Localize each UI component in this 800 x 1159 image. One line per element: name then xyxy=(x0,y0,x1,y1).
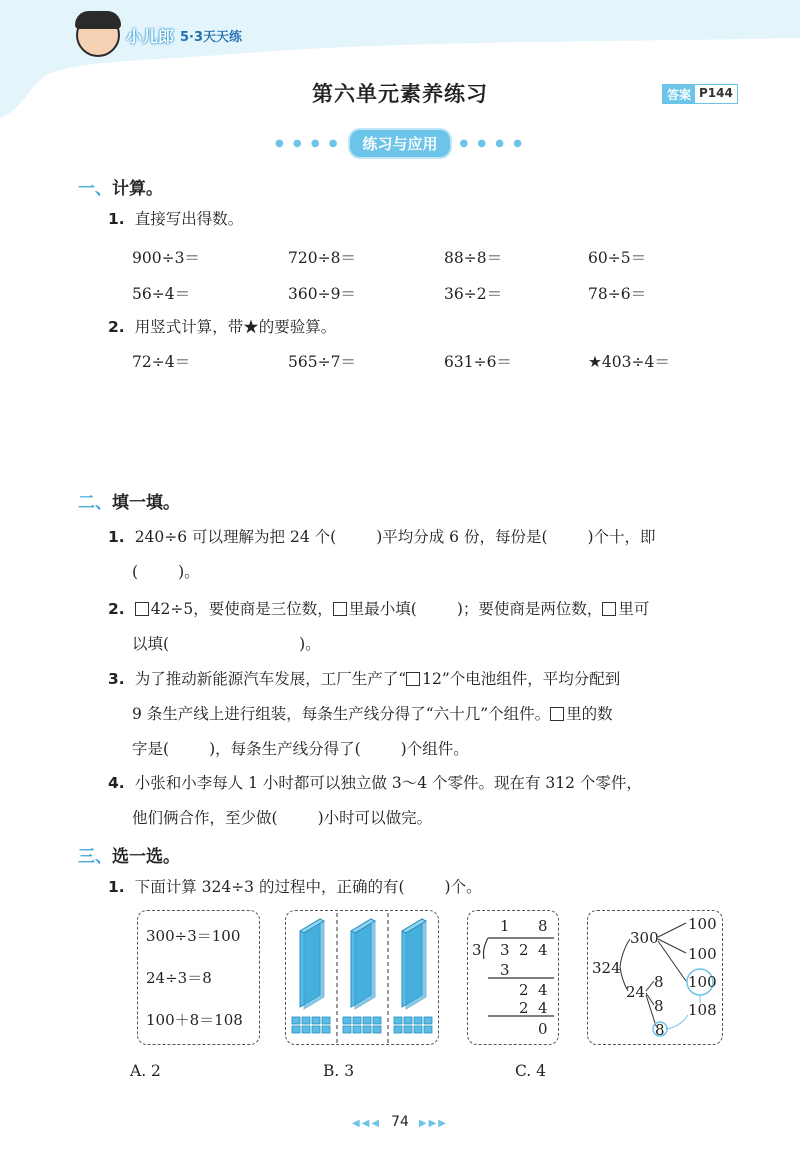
page-number: 74 xyxy=(391,1114,409,1130)
question-text: ( xyxy=(132,563,139,581)
figure-long-division xyxy=(467,910,559,1045)
oral-item: 78÷6＝ xyxy=(588,285,647,303)
oral-item: 88÷8＝ xyxy=(444,249,503,267)
question-text: 里可 xyxy=(618,600,650,618)
calc-item: 72÷4＝ xyxy=(132,353,191,371)
mascot-icon xyxy=(76,13,120,57)
unit-cube xyxy=(353,1026,361,1033)
part2-q2 xyxy=(108,592,649,662)
quotient-digit: 8 xyxy=(538,917,548,935)
hundred-block-icon xyxy=(351,919,375,1009)
blocks-drawing xyxy=(286,911,440,1046)
question-number: 3. xyxy=(108,670,125,688)
unit-cube xyxy=(312,1017,320,1024)
question-text: 下面计算 324÷3 的过程中，正确的有( xyxy=(134,878,405,896)
oral-item: 36÷2＝ xyxy=(444,285,503,303)
unit-cube xyxy=(343,1026,351,1033)
tree-node: 100 xyxy=(688,945,717,963)
unit-cube xyxy=(404,1017,412,1024)
unit-cube xyxy=(414,1026,422,1033)
unit-cube xyxy=(424,1026,432,1033)
oral-item: 56÷4＝ xyxy=(132,285,191,303)
blank-square-icon xyxy=(602,602,616,616)
question-text: )平均分成 6 份，每份是( xyxy=(376,528,548,546)
answer-label: 答案 xyxy=(663,85,695,103)
answer-page: P144 xyxy=(699,86,733,100)
equation-line: 100＋8＝108 xyxy=(146,1011,243,1029)
unit-cube xyxy=(404,1026,412,1033)
quotient-digit: 1 xyxy=(500,917,510,935)
option-a[interactable]: A. 2 xyxy=(130,1062,161,1080)
part1-q2 xyxy=(108,310,336,345)
part1-number: 一、 xyxy=(78,179,112,199)
option-c[interactable]: C. 4 xyxy=(515,1062,547,1080)
question-text: )。 xyxy=(299,635,321,653)
part3-number: 三、 xyxy=(78,847,112,867)
question-text: 他们俩合作，至少做( xyxy=(132,809,278,827)
question-number: 2. xyxy=(108,600,125,618)
unit-cube xyxy=(363,1017,371,1024)
part1-q1 xyxy=(108,202,243,237)
hundred-block-icon xyxy=(402,919,426,1009)
unit-cube xyxy=(373,1017,381,1024)
question-text: 直接写出得数。 xyxy=(134,210,244,228)
unit-cubes-icon xyxy=(292,1017,432,1033)
section-title: 练习与应用 xyxy=(348,128,451,159)
question-number: 1. xyxy=(108,210,125,228)
unit-cube xyxy=(322,1017,330,1024)
step-digit: 3 xyxy=(500,961,510,979)
question-text: )个。 xyxy=(444,878,482,896)
question-text: )个组件。 xyxy=(400,740,469,758)
tree-node: 8 xyxy=(654,997,664,1015)
page-title: 第六单元素养练习 xyxy=(312,82,488,106)
unit-cube xyxy=(424,1017,432,1024)
figure-equations xyxy=(137,910,260,1045)
question-number: 1. xyxy=(108,528,125,546)
arrows-left-icon: ◀◀◀ xyxy=(352,1118,382,1129)
question-text: 为了推动新能源汽车发展，工厂生产了“ xyxy=(134,670,407,688)
question-text: 42÷5，要使商是三位数， xyxy=(150,600,333,618)
blank-square-icon xyxy=(406,672,420,686)
dividend-digit: 3 xyxy=(500,941,510,959)
unit-cube xyxy=(394,1026,402,1033)
arrows-right-icon: ▶▶▶ xyxy=(418,1118,448,1129)
question-text: 用竖式计算，带★的要验算。 xyxy=(134,318,337,336)
equation-line: 300÷3＝100 xyxy=(146,927,241,945)
unit-cube xyxy=(302,1026,310,1033)
unit-cube xyxy=(394,1017,402,1024)
unit-cube xyxy=(302,1017,310,1024)
unit-cube xyxy=(343,1017,351,1024)
brand-logo xyxy=(76,12,242,58)
section-banner xyxy=(0,128,800,159)
tree-node: 300 xyxy=(630,929,659,947)
oral-item: 900÷3＝ xyxy=(132,249,200,267)
question-text: 以填( xyxy=(132,635,170,653)
step-digit: 2 xyxy=(519,999,529,1017)
tree-node: 100 xyxy=(688,915,717,933)
part2-title: 填一填。 xyxy=(112,493,180,513)
part1-title: 计算。 xyxy=(112,179,163,199)
series-name: 5·3天天练 xyxy=(180,29,243,45)
part3-heading xyxy=(78,842,180,867)
question-text: 小张和小李每人 1 小时都可以独立做 3～4 个零件。现在有 312 个零件， xyxy=(134,774,642,792)
question-text: 字是( xyxy=(132,740,170,758)
unit-cube xyxy=(322,1026,330,1033)
part3-title: 选一选。 xyxy=(112,847,180,867)
option-b[interactable]: B. 3 xyxy=(323,1062,355,1080)
hundred-block-icon xyxy=(300,919,324,1009)
remainder: 0 xyxy=(538,1020,548,1038)
tree-node: 8 xyxy=(655,1021,665,1039)
answer-reference xyxy=(662,84,738,104)
unit-cube xyxy=(373,1026,381,1033)
part2-q1 xyxy=(108,520,656,590)
dividend-digit: 4 xyxy=(538,941,548,959)
question-text: )；要使商是两位数， xyxy=(456,600,603,618)
brand-name: 小儿郎 xyxy=(126,26,175,46)
tree-node: 8 xyxy=(654,973,664,991)
part3-q1 xyxy=(108,870,482,905)
unit-cube xyxy=(292,1017,300,1024)
question-text: )个十，即 xyxy=(587,528,656,546)
part2-number: 二、 xyxy=(78,493,112,513)
figure-place-value-blocks xyxy=(285,910,439,1045)
unit-cube xyxy=(353,1017,361,1024)
step-digit: 2 xyxy=(519,981,529,999)
calc-item: 565÷7＝ xyxy=(288,353,356,371)
question-text: 240÷6 可以理解为把 24 个( xyxy=(134,528,337,546)
question-text: )。 xyxy=(178,563,200,581)
dots-right-icon: ● ● ● ● xyxy=(459,138,525,149)
question-text: 12”个电池组件，平均分配到 xyxy=(422,670,621,688)
oral-item: 60÷5＝ xyxy=(588,249,647,267)
step-digit: 4 xyxy=(538,981,548,999)
question-number: 1. xyxy=(108,878,125,896)
dividend-digit: 2 xyxy=(519,941,529,959)
part2-q4 xyxy=(108,766,642,836)
tree-root: 324 xyxy=(592,959,621,977)
question-number: 2. xyxy=(108,318,125,336)
oral-item: 720÷8＝ xyxy=(288,249,356,267)
calc-item: ★403÷4＝ xyxy=(588,353,670,371)
divisor: 3 xyxy=(472,941,482,959)
tree-node: 108 xyxy=(688,1001,717,1019)
calc-item: 631÷6＝ xyxy=(444,353,512,371)
part2-heading xyxy=(78,488,180,513)
unit-cube xyxy=(312,1026,320,1033)
unit-cube xyxy=(292,1026,300,1033)
tree-node: 100 xyxy=(688,973,717,991)
equation-line: 24÷3＝8 xyxy=(146,969,212,987)
dots-left-icon: ● ● ● ● xyxy=(275,138,341,149)
question-text: )小时可以做完。 xyxy=(317,809,433,827)
oral-item: 360÷9＝ xyxy=(288,285,356,303)
blank-square-icon xyxy=(333,602,347,616)
part1-heading xyxy=(78,174,163,199)
question-text: 里的数 xyxy=(566,705,613,723)
blank-square-icon xyxy=(135,602,149,616)
part2-q3 xyxy=(108,662,620,767)
blank-square-icon xyxy=(550,707,564,721)
question-text: )，每条生产线分得了( xyxy=(209,740,361,758)
question-number: 4. xyxy=(108,774,125,792)
unit-cube xyxy=(414,1017,422,1024)
tree-node: 24 xyxy=(626,983,646,1001)
unit-cube xyxy=(363,1026,371,1033)
question-text: 9 条生产线上进行组装，每条生产线分得了“六十几”个组件。 xyxy=(132,705,551,723)
step-digit: 4 xyxy=(538,999,548,1017)
page-footer xyxy=(0,1114,800,1130)
figure-decomposition-tree xyxy=(587,910,723,1045)
question-text: 里最小填( xyxy=(348,600,417,618)
